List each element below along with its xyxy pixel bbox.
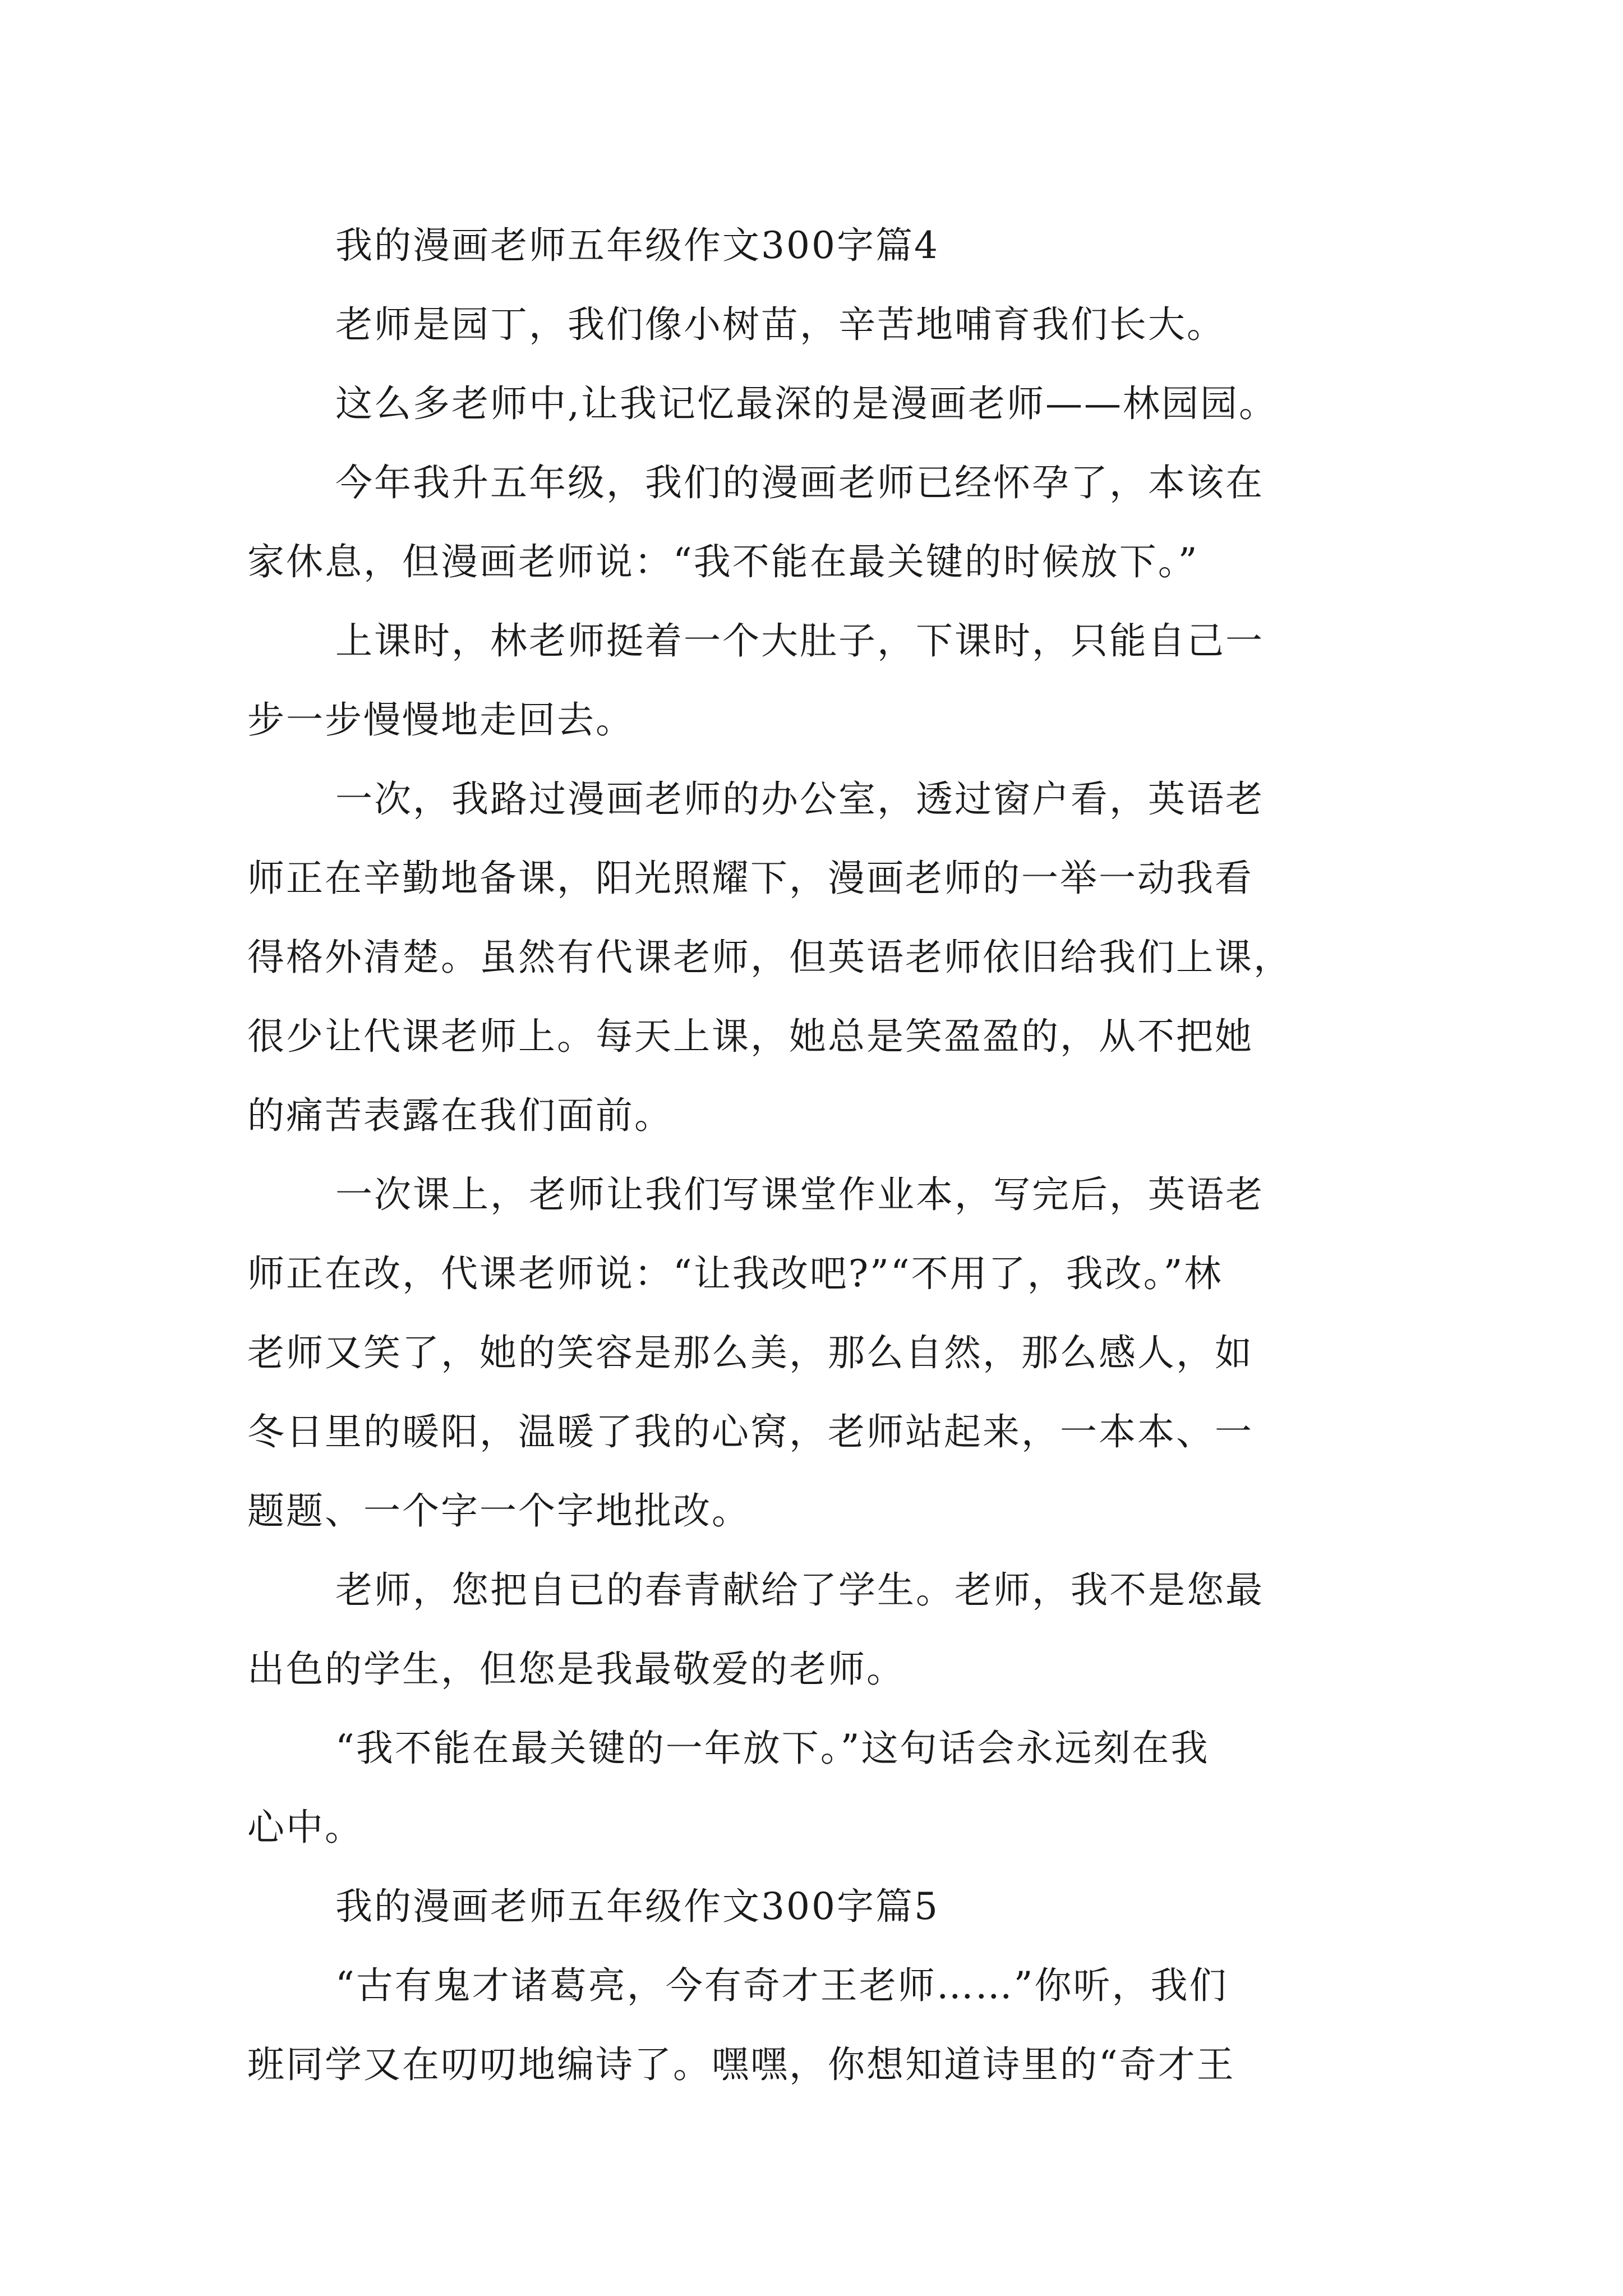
section-heading-4: 我的漫画老师五年级作文300字篇4	[335, 224, 939, 267]
paragraph-line: 老师又笑了，她的笑容是那么美，那么自然，那么感人，如	[247, 1331, 1253, 1374]
paragraph-line: 很少让代课老师上。每天上课，她总是笑盈盈的，从不把她	[247, 1015, 1253, 1058]
paragraph-line: 的痛苦表露在我们面前。	[247, 1094, 673, 1137]
paragraph-line: 家休息，但漫画老师说：“我不能在最关键的时候放下。”	[247, 540, 1199, 583]
paragraph-line: 一次，我路过漫画老师的办公室，透过窗户看，英语老	[335, 777, 1264, 821]
paragraph-line: 一次课上，老师让我们写课堂作业本，写完后，英语老	[335, 1173, 1264, 1216]
paragraph-line: 今年我升五年级，我们的漫画老师已经怀孕了，本该在	[335, 461, 1264, 504]
paragraph-line: 老师，您把自已的春青献给了学生。老师，我不是您最	[335, 1568, 1264, 1612]
paragraph-line: 得格外清楚。虽然有代课老师，但英语老师依旧给我们上课，	[247, 936, 1292, 979]
paragraph-line: 出色的学生，但您是我最敬爱的老师。	[247, 1648, 905, 1691]
paragraph-line: 题题、一个字一个字地批改。	[247, 1489, 750, 1533]
section-heading-5: 我的漫画老师五年级作文300字篇5	[335, 1885, 939, 1928]
paragraph-line: 师正在辛勤地备课，阳光照耀下，漫画老师的一举一动我看	[247, 857, 1253, 900]
paragraph-line: “古有鬼才诸葛亮，今有奇才王老师……”你听，我们	[335, 1964, 1228, 2007]
paragraph-line: 冬日里的暖阳，温暖了我的心窝，老师站起来，一本本、一	[247, 1410, 1253, 1453]
paragraph-line: 师正在改，代课老师说：“让我改吧?”“不用了，我改。”林	[247, 1252, 1223, 1295]
paragraph-line: 老师是园丁，我们像小树苗，辛苦地哺育我们长大。	[335, 303, 1225, 346]
paragraph-line: “我不能在最关键的一年放下。”这句话会永远刻在我	[335, 1727, 1210, 1770]
paragraph-line: 步一步慢慢地走回去。	[247, 698, 634, 742]
paragraph-line: 这么多老师中,让我记忆最深的是漫画老师——林园园。	[335, 382, 1278, 425]
paragraph-line: 心中。	[247, 1806, 363, 1849]
paragraph-line: 班同学又在叨叨地编诗了。嘿嘿，你想知道诗里的“奇才王	[247, 2043, 1235, 2086]
paragraph-line: 上课时，林老师挺着一个大肚子，下课时，只能自己一	[335, 619, 1264, 662]
